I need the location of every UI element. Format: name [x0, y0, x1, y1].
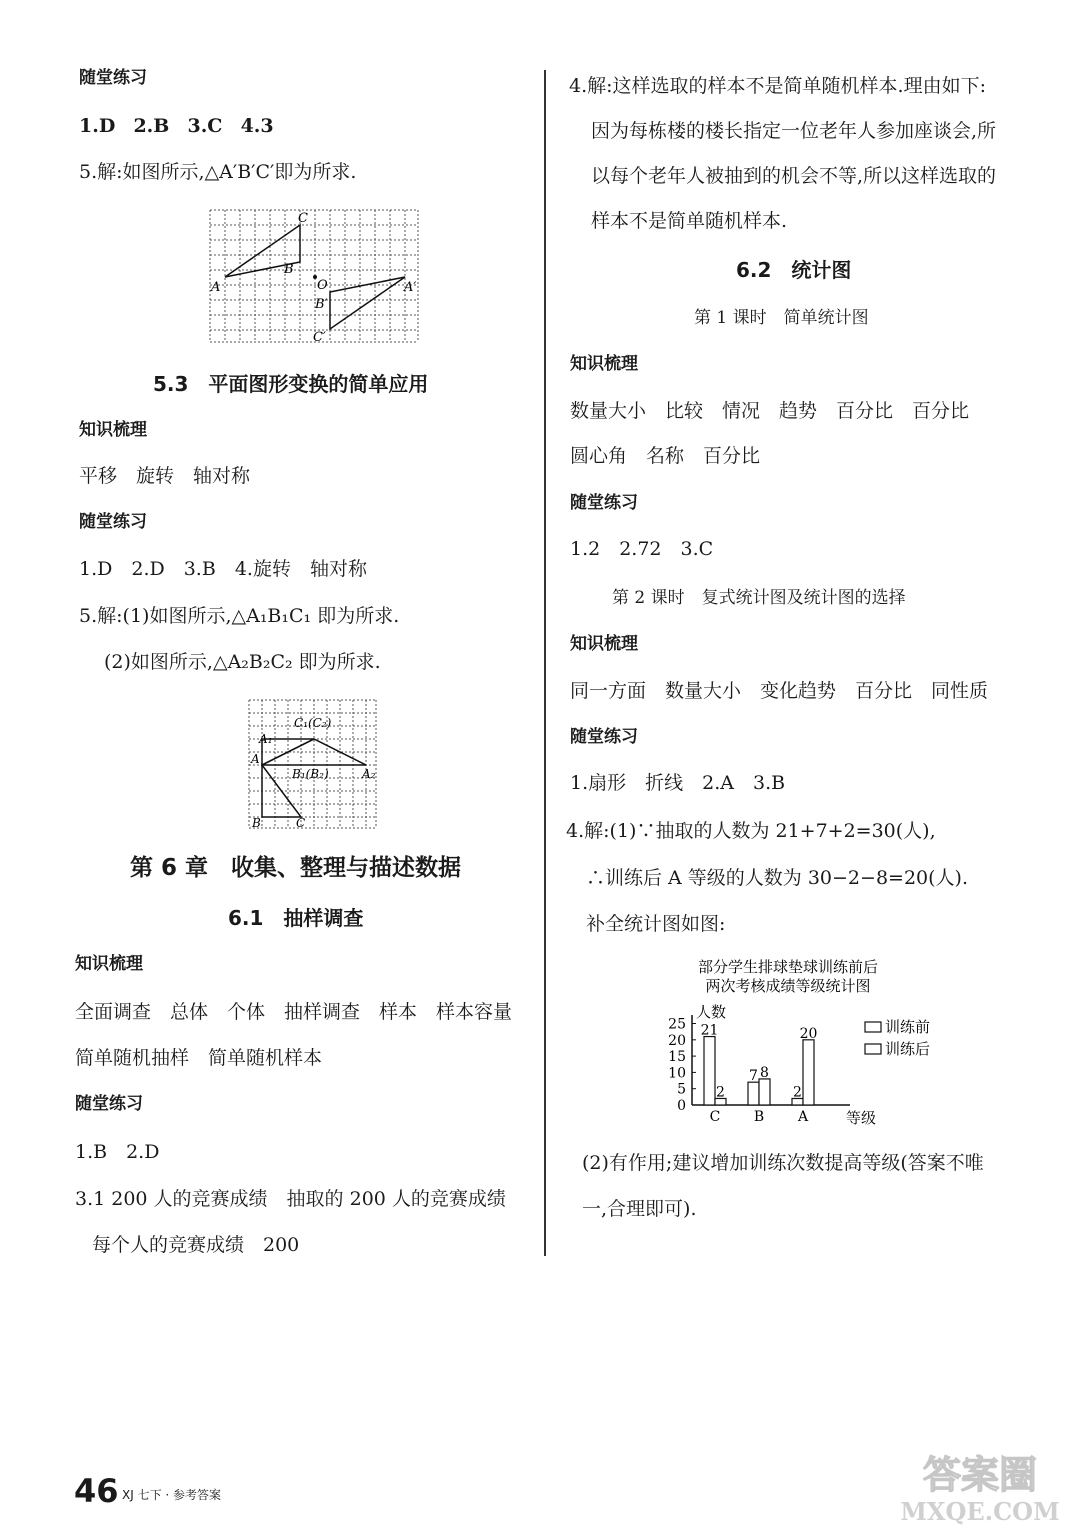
sec61-answers: 1.B 2.D: [75, 1141, 160, 1163]
sec53-knowledge-title: 知识梳理: [79, 420, 147, 440]
column-divider: [544, 70, 546, 1256]
sec53-q5-part2: (2)如图所示,△A₂B₂C₂ 即为所求.: [104, 651, 381, 673]
sec61-knowledge-line1: 全面调查 总体 个体 抽样调查 样本 样本容量: [75, 1001, 513, 1023]
q4b-line4: (2)有作用;建议增加训练次数提高等级(答案不唯: [582, 1152, 984, 1174]
lesson1-knowledge-line1: 数量大小 比较 情况 趋势 百分比 百分比: [570, 400, 970, 422]
sec53-q5-part1: 5.解:(1)如图所示,△A₁B₁C₁ 即为所求.: [79, 605, 400, 627]
fig2-label-c1: C₁(C₂): [294, 716, 332, 730]
legend-before-swatch: [865, 1022, 881, 1032]
sec62-title: 6.2 统计图: [736, 258, 852, 282]
answer-4: 4.3: [240, 115, 274, 137]
chart-title: 部分学生排球垫球训练前后: [697, 958, 879, 976]
fig2-label-c: C: [296, 816, 306, 830]
y-tick-label: 20: [668, 1032, 686, 1049]
x-tick-label: B: [753, 1109, 765, 1125]
watermark-logo: [900, 1440, 1060, 1530]
y-tick-label: 10: [668, 1065, 686, 1082]
q4-line1: 4.解:这样选取的样本不是简单随机样本.理由如下:: [569, 75, 986, 97]
y-tick-label: 5: [677, 1081, 686, 1098]
page-number: 46: [74, 1472, 119, 1510]
q4-line3: 以每个老年人被抽到的机会不等,所以这样选取的: [591, 165, 997, 187]
svg-text:答案圈: 答案圈: [922, 1452, 1038, 1497]
sec61-knowledge-title: 知识梳理: [75, 954, 143, 974]
fig2-label-a2: A₂: [362, 767, 376, 781]
q4b-line5: 一,合理即可).: [582, 1198, 697, 1220]
bar-value-label: 20: [799, 1025, 818, 1042]
bar-value-label: 2: [716, 1084, 725, 1101]
sec61-practice-title: 随堂练习: [75, 1094, 143, 1114]
sec61-q3-line1: 3.1 200 人的竞赛成绩 抽取的 200 人的竞赛成绩: [75, 1188, 506, 1210]
answer-1: 1.D: [79, 115, 116, 137]
svg-text:MXQE.COM: MXQE.COM: [900, 1497, 1060, 1526]
bar-after-A: [803, 1040, 814, 1105]
footer-caption: XJ 七下 · 参考答案: [122, 1488, 222, 1502]
lesson2-answers: 1.扇形 折线 2.A 3.B: [570, 772, 786, 794]
sec53-practice-title: 随堂练习: [79, 512, 147, 532]
bar-after-B: [759, 1079, 770, 1105]
y-tick-label: 0: [677, 1098, 686, 1114]
sec61-title: 6.1 抽样调查: [228, 906, 364, 930]
answer-2: 2.B: [133, 115, 170, 137]
fig1-label-b-prime: B′: [315, 297, 328, 312]
q4b-line2: ∴训练后 A 等级的人数为 30−2−8=20(人).: [586, 867, 968, 889]
chart-x-axis-label: 等级: [846, 1109, 877, 1127]
fig1-label-a: A: [211, 280, 221, 295]
chart-y-axis-label: 人数: [696, 1003, 727, 1021]
grade-bar-chart: [660, 955, 931, 1130]
lesson1-knowledge-line2: 圆心角 名称 百分比: [570, 445, 761, 467]
lesson2-title: 第 2 课时 复式统计图及统计图的选择: [612, 588, 906, 608]
q4-line2: 因为每栋楼的楼长指定一位老年人参加座谈会,所: [591, 120, 997, 142]
q4b-line1: 4.解:(1)∵抽取的人数为 21+7+2=30(人),: [566, 820, 936, 842]
sec52-practice-title: 随堂练习: [79, 68, 147, 88]
fig1-label-c: C: [298, 211, 308, 226]
bar-before-B: [748, 1082, 759, 1105]
fig2-label-b1: B₁(B₂): [292, 767, 329, 781]
sec61-knowledge-line2: 简单随机抽样 简单随机样本: [75, 1047, 323, 1069]
sec61-q3-line2: 每个人的竞赛成绩 200: [92, 1234, 300, 1256]
fig1-label-a-prime: A′: [404, 280, 417, 295]
q4-line4: 样本不是简单随机样本.: [591, 210, 788, 232]
y-tick-label: 25: [668, 1016, 686, 1033]
sec53-title: 5.3 平面图形变换的简单应用: [153, 372, 429, 396]
transform-figure-2: [244, 697, 380, 831]
lesson1-answers: 1.2 2.72 3.C: [570, 538, 714, 560]
x-tick-label: C: [709, 1109, 721, 1125]
fig2-label-a: A: [251, 752, 260, 766]
lesson2-knowledge-title: 知识梳理: [570, 634, 638, 654]
lesson2-knowledge: 同一方面 数量大小 变化趋势 百分比 同性质: [570, 680, 989, 702]
fig1-label-c-prime: C′: [313, 330, 326, 345]
lesson1-knowledge-title: 知识梳理: [570, 354, 638, 374]
q4b-line3: 补全统计图如图:: [586, 913, 726, 935]
answer-3: 3.C: [187, 115, 223, 137]
fig2-label-b: B: [252, 816, 261, 830]
y-tick-label: 15: [668, 1049, 686, 1066]
bar-value-label: 2: [793, 1084, 802, 1101]
x-tick-label: A: [797, 1109, 809, 1125]
bar-before-C: [704, 1037, 715, 1105]
legend-before-label: 训练前: [885, 1018, 931, 1036]
lesson1-practice-title: 随堂练习: [570, 493, 638, 513]
bar-value-label: 8: [760, 1064, 769, 1081]
bar-value-label: 21: [700, 1022, 719, 1039]
sec52-q5: 5.解:如图所示,△A′B′C′即为所求.: [79, 161, 357, 183]
fig1-label-b: B: [284, 262, 294, 277]
legend-after-label: 训练后: [885, 1040, 931, 1058]
lesson1-title: 第 1 课时 简单统计图: [694, 308, 869, 328]
sec53-knowledge: 平移 旋转 轴对称: [79, 465, 251, 487]
fig2-label-a1: A₁: [259, 732, 273, 746]
sec53-answers: 1.D 2.D 3.B 4.旋转 轴对称: [79, 558, 367, 580]
transform-figure-1: [205, 205, 423, 347]
bar-value-label: 7: [749, 1068, 758, 1085]
chart-subtitle: 两次考核成绩等级统计图: [705, 977, 871, 995]
lesson2-practice-title: 随堂练习: [570, 727, 638, 747]
sec52-answers: [79, 114, 274, 138]
chapter-title: 第 6 章 收集、整理与描述数据: [130, 855, 462, 881]
fig1-label-o: O: [317, 278, 328, 293]
legend-after-swatch: [865, 1044, 881, 1054]
